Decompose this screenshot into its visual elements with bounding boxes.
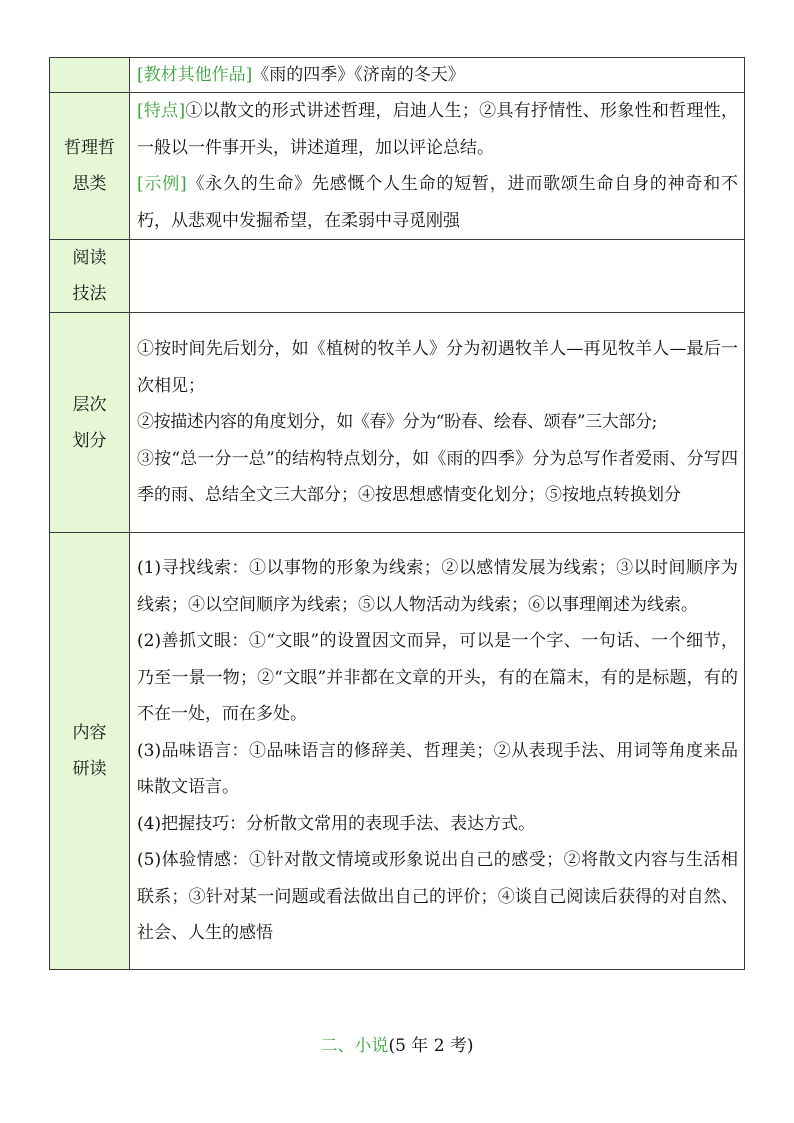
row-label-empty [50, 58, 130, 93]
example-tag: [示例] [137, 174, 187, 194]
other-works-tag: [教材其他作品] [137, 64, 253, 85]
study-item: (4)把握技巧：分析散文常用的表现手法、表达方式。 [137, 813, 536, 834]
table-row [50, 313, 745, 533]
row-label-philosophy [50, 93, 130, 240]
study-item: (5)体验情感：①针对散文情境或形象说出自己的感受；②将散文内容与生活相联系；③针对某一问题或看法做出自己的评价；④谈自己阅读后获得的对自然、社会、人生的感悟 [137, 850, 738, 944]
other-works-text: 《雨的四季》《济南的冬天》 [252, 64, 465, 85]
label-line: 思类 [72, 174, 107, 194]
label-line: 阅读 [72, 248, 107, 268]
section-note: (5 年 2 考) [388, 1036, 474, 1056]
reading-skills-cell [130, 240, 745, 313]
label-line: 研读 [72, 759, 107, 779]
table-row [50, 533, 745, 970]
other-works-cell [130, 58, 745, 93]
label-line: 技法 [72, 284, 107, 304]
table-row [50, 58, 745, 93]
structure-cell [130, 313, 745, 533]
section-title: 二、小说 [320, 1036, 389, 1056]
structure-paragraph: ②按描述内容的角度划分，如《春》分为“盼春、绘春、颂春”三大部分; [137, 412, 657, 433]
content-study-cell [130, 533, 745, 970]
structure-paragraph: ③按“总一分一总”的结构特点划分，如《雨的四季》分为总写作者爱雨、分写四季的雨、总结全文三大部分；④按思想感情变化划分；⑤按地点转换划分 [137, 448, 738, 506]
feature-paragraph [137, 93, 738, 166]
structure-paragraph: ①按时间先后划分，如《植树的牧羊人》分为初遇牧羊人—再见牧羊人—最后一次相见； [137, 339, 738, 396]
label-line: 哲理哲 [64, 138, 115, 158]
essay-summary-table [49, 57, 745, 970]
study-item: (1)寻找线索：①以事物的形象为线索；②以感情发展为线索；③以时间顺序为线索；④以空间顺序为线索；⑤以人物活动为线索；⑥以事理阐述为线索。 [137, 558, 738, 615]
philosophy-cell [130, 93, 745, 240]
label-line: 划分 [72, 430, 107, 451]
study-item: (3)品味语言：①品味语言的修辞美、哲理美；②从表现手法、用词等角度来品味散文语言。 [137, 740, 738, 798]
table-row [50, 93, 745, 240]
section-heading [0, 1034, 794, 1058]
label-line: 层次 [72, 394, 107, 415]
row-label-reading-skills [50, 240, 130, 313]
row-label-structure [50, 313, 130, 533]
row-label-content-study [50, 533, 130, 970]
label-line: 内容 [72, 723, 107, 743]
feature-text: ①以散文的形式讲述哲理，启迪人生；②具有抒情性、形象性和哲理性，一般以一件事开头，讲述道理，加以评论总结。 [137, 101, 739, 158]
table-row [50, 240, 745, 313]
feature-tag: [特点] [137, 101, 186, 121]
example-text: 《永久的生命》先感慨个人生命的短暂，进而歌颂生命自身的神奇和不朽，从悲观中发掘希望，在柔弱中寻觅刚强 [137, 174, 738, 231]
study-item: (2)善抓文眼：①“文眼”的设置因文而异，可以是一个字、一句话、一个细节，乃至一景一物；②“文眼”并非都在文章的开头，有的在篇末，有的是标题，有的不在一处，而在多处。 [137, 631, 738, 725]
example-paragraph [137, 166, 738, 239]
